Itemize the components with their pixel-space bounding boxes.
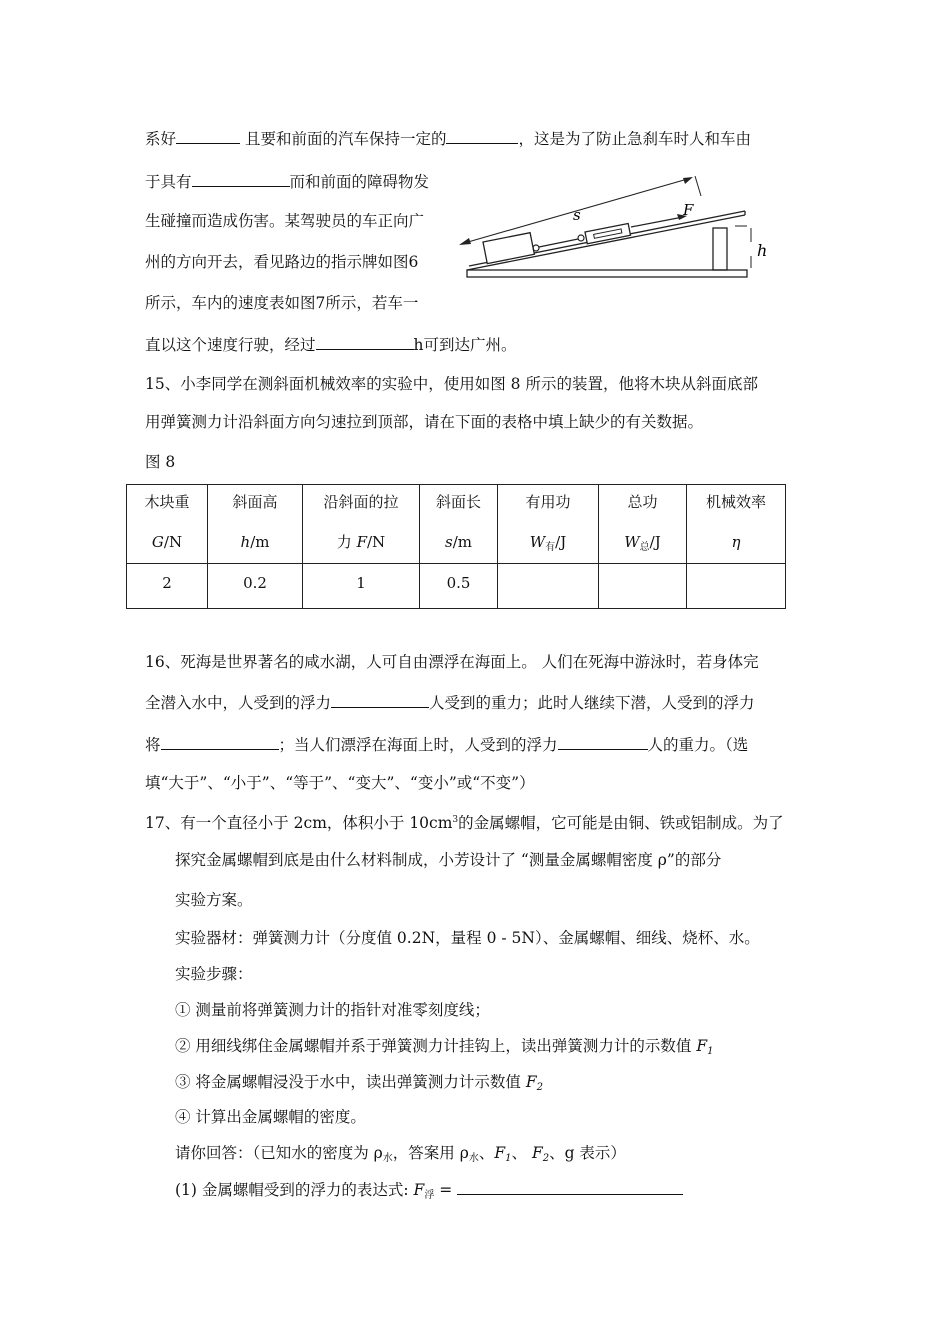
header-text: 木块重 — [144, 493, 190, 511]
label-h: h — [757, 241, 768, 260]
subscript: 1 — [707, 1046, 714, 1057]
header-subscript: 有 — [545, 542, 556, 553]
header-text: 总功 — [627, 493, 658, 511]
subscript: 水 — [468, 1153, 479, 1164]
answer-instruction — [175, 1143, 626, 1169]
q15-line-1: 15、小李同学在测斜面机械效率的实验中，使用如图 8 所示的装置，他将木块从斜面底部 — [145, 375, 758, 393]
header-text: 斜面长 — [435, 493, 481, 511]
label-F: F — [683, 201, 694, 219]
q14-text: ，这是为了防止急刹车时人和车由 — [518, 130, 751, 148]
q14-line-6 — [145, 334, 517, 355]
figure-8-label: 图 8 — [145, 453, 176, 471]
header-text: 机械效率 — [705, 493, 766, 511]
diagram-support — [713, 228, 727, 270]
header-symbol: η — [731, 533, 741, 551]
q16-text: 全潜入水中，人受到的浮力 — [145, 694, 332, 712]
header-text: 沿斜面的拉 — [323, 493, 399, 511]
instruction-text: 、g 表示） — [549, 1144, 626, 1162]
header-unit: /J — [649, 533, 661, 551]
instruction-text: 请你回答：（已知水的密度为 ρ — [175, 1144, 383, 1162]
header-unit: /m — [452, 533, 472, 551]
diagram-base — [467, 270, 747, 277]
incline-diagram — [455, 170, 785, 290]
q14-line-2 — [145, 171, 429, 192]
subscript: 2 — [536, 1082, 543, 1093]
answer-blank[interactable] — [446, 128, 518, 144]
sub-question-1 — [175, 1179, 683, 1206]
header-symbol: s — [445, 533, 453, 551]
spring-scale — [585, 223, 630, 243]
q14-text: 于具有 — [145, 173, 192, 191]
header-symbol: G — [151, 533, 164, 551]
step-4: ④ 计算出金属螺帽的密度。 — [175, 1108, 366, 1126]
subscript: 1 — [505, 1153, 512, 1164]
q16-text: ；当人们漂浮在海面上时，人受到的浮力 — [278, 736, 558, 754]
answer-blank[interactable] — [192, 171, 290, 187]
symbol-F1: F — [494, 1144, 506, 1162]
header-height — [208, 485, 303, 564]
superscript: 3 — [452, 815, 459, 825]
q16-line-4: 填“大于”、“小于”、“等于”、“变大”、“变小”或“不变”） — [145, 774, 535, 792]
header-useful-work — [498, 485, 599, 564]
sub-question-text: (1) 金属螺帽受到的浮力的表达式: — [175, 1181, 414, 1199]
cell-weight: 2 — [127, 564, 208, 609]
symbol-F2: F — [525, 1073, 537, 1091]
step-2 — [175, 1036, 714, 1062]
header-symbol: W — [529, 533, 546, 551]
answer-blank[interactable] — [176, 128, 240, 144]
label-s: s — [573, 206, 581, 224]
subscript: 水 — [382, 1153, 393, 1164]
instruction-text: 、 — [511, 1144, 532, 1162]
q14-text: h可到达广州。 — [413, 336, 517, 354]
symbol-F2: F — [531, 1144, 543, 1162]
steps-title: 实验步骤： — [175, 965, 253, 983]
header-symbol: h — [240, 533, 251, 551]
answer-blank[interactable] — [161, 734, 279, 750]
header-length — [420, 485, 498, 564]
q16-text: 人受到的重力；此时人继续下潜，人受到的浮力 — [429, 694, 755, 712]
step-3 — [175, 1072, 543, 1098]
header-unit: /N — [367, 533, 386, 551]
header-symbol: F — [356, 533, 367, 551]
header-unit: /m — [250, 533, 270, 551]
q17-line-1 — [145, 810, 784, 833]
q17-line-2: 探究金属螺帽到底是由什么材料制成，小芳设计了 “测量金属螺帽密度 ρ”的部分 — [175, 851, 722, 869]
header-efficiency — [687, 485, 786, 564]
table-row — [127, 564, 786, 609]
wooden-block — [483, 233, 534, 264]
q17-line-3: 实验方案。 — [175, 891, 253, 909]
symbol-F-buoyancy: F — [413, 1181, 425, 1199]
subscript: 浮 — [424, 1190, 435, 1201]
header-symbol: W — [624, 533, 640, 551]
answer-blank[interactable] — [457, 1179, 683, 1195]
header-unit: /J — [555, 533, 567, 551]
header-text: 斜面高 — [232, 493, 278, 511]
q16-line-3 — [145, 734, 748, 755]
header-unit: /N — [163, 533, 183, 551]
cell-efficiency[interactable] — [687, 564, 786, 609]
q17-text: 的金属螺帽，它可能是由铜、铁或铝制成。为了 — [458, 814, 784, 832]
q14-line-5: 所示，车内的速度表如图7所示，若车一 — [145, 294, 419, 312]
cell-pull-force: 1 — [303, 564, 420, 609]
instruction-text: 、 — [478, 1144, 495, 1162]
equipment-line: 实验器材：弹簧测力计（分度值 0.2N，量程 0 - 5N）、金属螺帽、细线、烧杯、水。 — [175, 929, 760, 947]
instruction-text: ，答案用 ρ — [392, 1144, 469, 1162]
header-weight — [127, 485, 208, 564]
data-table — [126, 484, 786, 609]
cell-useful-work[interactable] — [498, 564, 599, 609]
table-header-row — [127, 485, 786, 564]
subscript: 2 — [542, 1153, 550, 1164]
header-total-work — [599, 485, 687, 564]
cell-total-work[interactable] — [599, 564, 687, 609]
header-text: 力 — [336, 533, 357, 551]
cell-length: 0.5 — [420, 564, 498, 609]
header-text: 有用功 — [525, 493, 571, 511]
q16-text: 将 — [145, 736, 161, 754]
q16-text: 人的重力。（选 — [647, 736, 749, 754]
q14-text: 直以这个速度行驶，经过 — [145, 336, 316, 354]
step-text: ② 用细线绑住金属螺帽并系于弹簧测力计挂钩上，读出弹簧测力计的示数值 — [175, 1037, 697, 1055]
answer-blank[interactable] — [316, 334, 414, 350]
answer-blank[interactable] — [331, 692, 429, 708]
q14-line-3: 生碰撞而造成伤害。某驾驶员的车正向广 — [145, 212, 425, 230]
q14-line-1 — [145, 128, 751, 149]
step-text: ③ 将金属螺帽浸没于水中，读出弹簧测力计示数值 — [175, 1073, 526, 1091]
q14-text: 且要和前面的汽车保持一定的 — [244, 130, 447, 148]
q15-line-2: 用弹簧测力计沿斜面方向匀速拉到顶部，请在下面的表格中填上缺少的有关数据。 — [145, 413, 704, 431]
equals-sign: = — [434, 1181, 458, 1199]
cell-height: 0.2 — [208, 564, 303, 609]
q14-line-4: 州的方向开去，看见路边的指示牌如图6 — [145, 253, 419, 271]
symbol-F1: F — [696, 1037, 708, 1055]
q17-text: 17、有一个直径小于 2cm，体积小于 10cm — [145, 814, 453, 832]
q14-text: 系好 — [145, 130, 177, 148]
step-1: ① 测量前将弹簧测力计的指针对准零刻度线； — [175, 1001, 490, 1019]
q14-text: 而和前面的障碍物发 — [289, 173, 430, 191]
header-subscript: 总 — [639, 542, 650, 553]
header-pull-force — [303, 485, 420, 564]
q16-line-1: 16、死海是世界著名的咸水湖，人可自由漂浮在海面上。 人们在死海中游泳时，若身体完 — [145, 653, 759, 671]
answer-blank[interactable] — [558, 734, 648, 750]
q16-line-2 — [145, 692, 755, 713]
